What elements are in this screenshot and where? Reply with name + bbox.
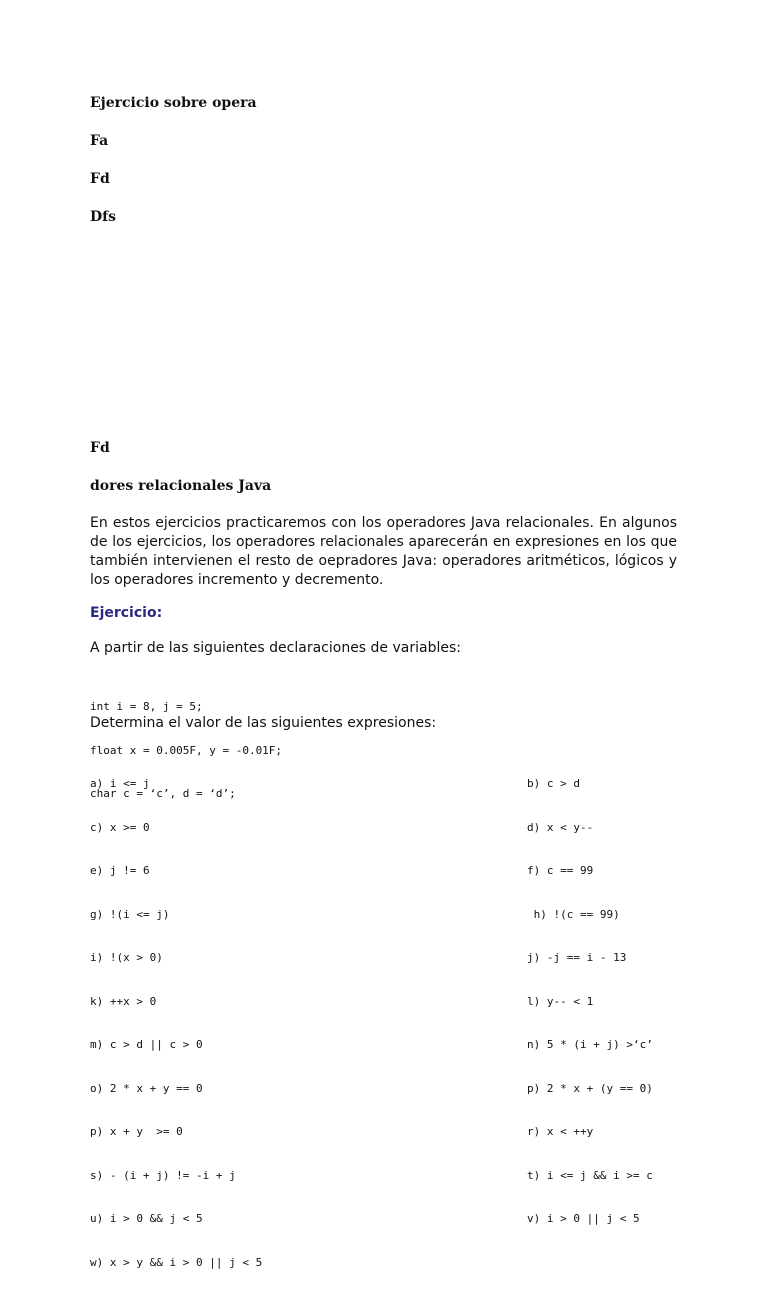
- exercise-title: Ejercicio:: [90, 605, 163, 621]
- expression-item: f) c == 99: [527, 864, 594, 877]
- expression-item: s) - (i + j) != -i + j: [90, 1168, 236, 1182]
- expression-item: u) i > 0 && j < 5: [90, 1212, 203, 1225]
- heading-section: dores relacionales Java: [90, 478, 272, 494]
- declarations-intro: A partir de las siguientes declaraciones de variables:: [90, 640, 461, 656]
- heading-fd: Fd: [90, 171, 110, 187]
- expression-item: i) !(x > 0): [90, 951, 163, 964]
- expression-item: w) x > y && i > 0 || j < 5: [90, 1255, 263, 1269]
- declaration-line: char c = ‘c’, d = ‘d’;: [90, 787, 236, 800]
- expression-item: n) 5 * (i + j) >‘c’: [527, 1038, 653, 1051]
- declaration-line: int i = 8, j = 5;: [90, 700, 203, 713]
- heading-fd-second: Fd: [90, 440, 110, 456]
- expression-item: h) !(c == 99): [527, 907, 620, 921]
- expression-item: k) ++x > 0: [90, 994, 157, 1008]
- expression-item: m) c > d || c > 0: [90, 1038, 203, 1051]
- expression-item: e) j != 6: [90, 864, 150, 877]
- heading-title: Ejercicio sobre opera: [90, 95, 257, 111]
- heading-dfs: Dfs: [90, 209, 117, 225]
- expression-item: o) 2 * x + y == 0: [90, 1081, 203, 1095]
- expression-item: g) !(i <= j): [90, 907, 170, 921]
- declaration-line: float x = 0.005F, y = -0.01F;: [90, 743, 283, 757]
- expression-item: p) 2 * x + (y == 0): [527, 1081, 653, 1095]
- expression-item: l) y-- < 1: [527, 994, 594, 1008]
- expression-item: a) i <= j: [90, 777, 150, 790]
- expression-item: d) x < y--: [527, 820, 594, 834]
- expressions-intro: Determina el valor de las siguientes expresiones:: [90, 715, 437, 731]
- expression-item: c) x >= 0: [90, 820, 150, 834]
- expressions-right-column: [527, 748, 653, 1256]
- intro-paragraph: En estos ejercicios practicaremos con los operadores Java relacionales. En algunos de los ejercicios, los operadores relacionales aparecerán en expresiones en los que también intervienen el resto de oepradores Java: operadores aritméticos, lógicos y los operadores incremento y decremento.: [90, 515, 677, 588]
- expression-item: r) x < ++y: [527, 1125, 594, 1138]
- expression-item: t) i <= j && i >= c: [527, 1168, 653, 1182]
- expression-item: p) x + y >= 0: [90, 1125, 183, 1138]
- expression-item: b) c > d: [527, 777, 580, 790]
- expression-item: j) -j == i - 13: [527, 951, 627, 964]
- heading-fa: Fa: [90, 133, 109, 149]
- expression-item: v) i > 0 || j < 5: [527, 1212, 640, 1225]
